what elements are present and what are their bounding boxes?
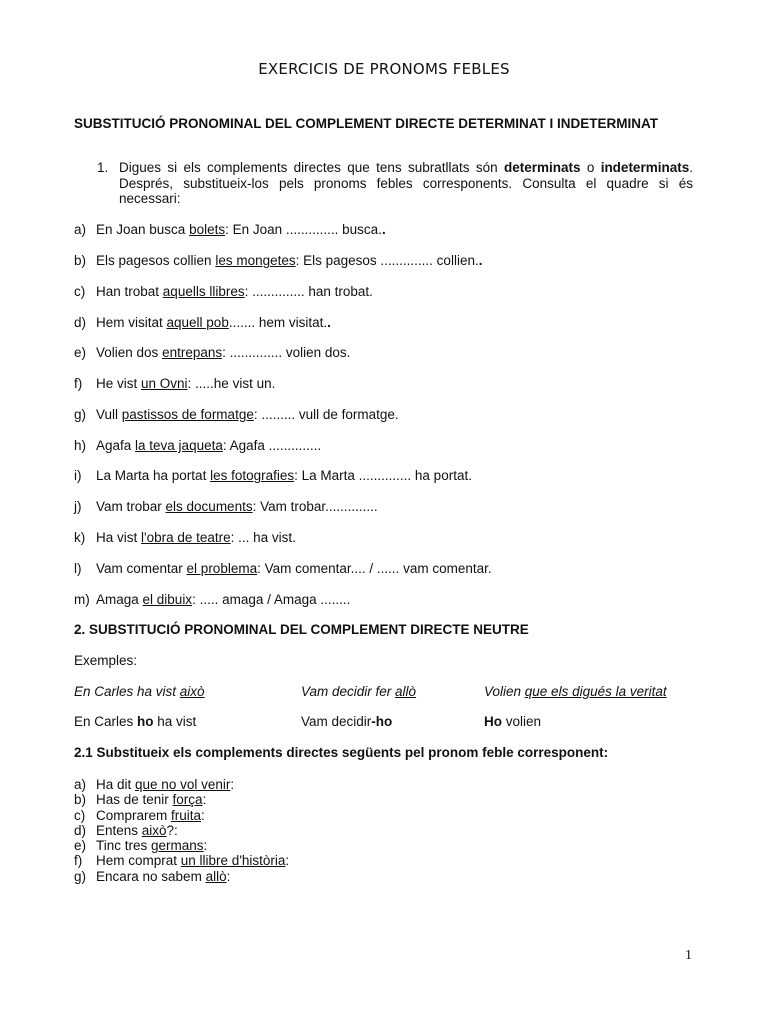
exercise-item <box>74 438 321 453</box>
exercise-item <box>74 376 275 391</box>
item-label: j) <box>74 499 82 514</box>
item-post: : ......... vull de formatge. <box>253 407 399 422</box>
item-post: : Vam comentar.... / ...... vam comentar. <box>257 561 492 576</box>
item-pre: Vam comentar <box>96 561 187 576</box>
item-pre: Hem visitat <box>96 315 167 330</box>
item-post: : <box>203 838 208 854</box>
section1-heading: SUBSTITUCIÓ PRONOMINAL DEL COMPLEMENT DIRECTE DETERMINAT I INDETERMINAT <box>74 116 659 131</box>
item-underlined: els documents <box>165 499 253 514</box>
item-underlined: força <box>172 792 203 808</box>
page-number: 1 <box>685 948 692 963</box>
item-post: : <box>201 807 205 823</box>
item-pre: Has de tenir <box>96 792 173 808</box>
instruction-bold-determinats: determinats <box>503 160 581 175</box>
instruction-paragraph <box>97 160 693 207</box>
item-label: h) <box>74 438 87 453</box>
exercise-item <box>74 592 350 607</box>
instruction-number: 1. <box>97 160 109 175</box>
answer-3-pronoun: Ho <box>484 714 502 729</box>
item-label: e) <box>74 345 87 360</box>
item-pre: He vist <box>96 376 142 391</box>
item-post: : Vam trobar.............. <box>252 499 378 514</box>
examples-label: Exemples: <box>74 653 138 668</box>
item-post: : <box>285 853 290 869</box>
exercise-item <box>74 315 331 330</box>
item-underlined: que no vol venir <box>135 777 231 792</box>
answer-2-pronoun: -ho <box>371 714 393 729</box>
item-label: b) <box>74 253 87 268</box>
instruction-text <box>97 160 693 207</box>
item-post: : .....he vist un. <box>187 376 276 391</box>
item-underlined: pastissos de formatge <box>121 407 254 422</box>
example-3-underlined: que els digués la veritat <box>524 684 667 699</box>
answer-2 <box>301 714 392 729</box>
item-underlined: un Ovni <box>141 376 188 391</box>
item-pre: Agafa <box>96 438 136 453</box>
item-label: a) <box>74 777 87 792</box>
item-tail: . <box>478 253 483 268</box>
item-label: m) <box>74 592 90 607</box>
item-pre: Entens <box>96 822 142 838</box>
item-underlined: entrepans <box>162 345 223 360</box>
item-pre: Han trobat <box>96 284 163 299</box>
item-label: e) <box>74 838 87 854</box>
item-post: : .............. volien dos. <box>222 345 351 360</box>
item-underlined: bolets <box>189 222 226 237</box>
item-label: d) <box>74 315 87 330</box>
exercise2-item <box>74 853 289 868</box>
item-label: c) <box>74 807 86 823</box>
item-underlined: un llibre d'història <box>180 853 286 869</box>
item-pre: Amaga <box>96 592 143 607</box>
item-pre: Vull <box>96 407 122 422</box>
item-pre: Els pagesos collien <box>96 253 216 268</box>
item-post: ?: <box>166 822 178 838</box>
item-pre: Ha vist <box>96 530 142 545</box>
item-underlined: allò <box>205 868 227 884</box>
item-label: l) <box>74 561 82 576</box>
item-label: g) <box>74 407 87 422</box>
item-post: ....... hem visitat. <box>228 315 328 330</box>
item-underlined: les fotografies <box>210 468 295 483</box>
answer-1 <box>74 714 196 729</box>
exercise2-item <box>74 792 289 807</box>
example-2 <box>301 684 416 699</box>
item-underlined: el dibuix <box>142 592 193 607</box>
exercise-item <box>74 499 378 514</box>
item-pre: Ha dit <box>96 777 136 792</box>
item-post: : ..... amaga / Amaga ........ <box>192 592 351 607</box>
exercise-item <box>74 561 492 576</box>
exercise-item <box>74 345 350 360</box>
item-underlined: la teva jaqueta <box>135 438 223 453</box>
item-label: i) <box>74 468 82 483</box>
example-2-underlined: allò <box>395 684 417 699</box>
item-tail: . <box>327 315 331 330</box>
answer-1-pronoun: ho <box>137 714 154 729</box>
exercise-item <box>74 222 386 237</box>
item-pre: Hem comprat <box>96 853 181 869</box>
item-pre: Comprarem <box>96 807 172 823</box>
answer-1-pre: En Carles <box>74 714 138 729</box>
exercise-item <box>74 253 482 268</box>
item-label: f) <box>74 376 83 391</box>
section2-heading: 2. SUBSTITUCIÓ PRONOMINAL DEL COMPLEMENT DIRECTE NEUTRE <box>74 622 529 637</box>
item-post: : .............. han trobat. <box>244 284 373 299</box>
item-post: : Els pagesos .............. collien. <box>295 253 479 268</box>
exercise-item <box>74 530 296 545</box>
example-1-underlined: això <box>179 684 205 699</box>
item-post: : La Marta .............. ha portat. <box>294 468 472 483</box>
instruction-part1: Digues si els complements directes que tens subratllats són <box>119 160 504 175</box>
item-label: g) <box>74 868 87 884</box>
item-label: b) <box>74 792 87 808</box>
example-3-text: Volien <box>484 684 525 699</box>
item-underlined: això <box>141 822 167 838</box>
item-post: : <box>202 792 207 808</box>
answer-2-pre: Vam decidir <box>301 714 372 729</box>
example-1 <box>74 684 205 699</box>
example-2-text: Vam decidir fer <box>301 684 396 699</box>
item-pre: Encara no sabem <box>96 868 206 884</box>
instruction-part2: o <box>580 160 601 175</box>
exercise2-list <box>74 777 289 884</box>
item-label: a) <box>74 222 87 237</box>
item-label: c) <box>74 284 86 299</box>
item-post: : <box>230 777 235 792</box>
exercise-item <box>74 407 399 422</box>
answer-3 <box>484 714 541 729</box>
item-pre: Vam trobar <box>96 499 166 514</box>
answer-1-post: ha vist <box>153 714 197 729</box>
item-tail: . <box>381 222 386 237</box>
item-pre: En Joan busca <box>96 222 190 237</box>
exercise-item <box>74 468 472 483</box>
exercise2-item <box>74 808 289 823</box>
exercise-item <box>74 284 373 299</box>
item-post: : ... ha vist. <box>230 530 296 545</box>
item-post: : En Joan .............. busca. <box>225 222 382 237</box>
item-pre: Volien dos <box>96 345 163 360</box>
item-underlined: les mongetes <box>215 253 296 268</box>
instruction-part3: . Després, substitueix-los pels pronoms febles corresponents. Consulta el quadre si és necessari: <box>119 160 693 206</box>
example-3 <box>484 684 667 699</box>
instruction-bold-indeterminats: indeterminats <box>600 160 690 175</box>
item-post: : <box>226 868 231 884</box>
example-1-text: En Carles ha vist <box>74 684 180 699</box>
item-pre: La Marta ha portat <box>96 468 211 483</box>
item-underlined: l'obra de teatre <box>141 530 231 545</box>
item-underlined: aquells llibres <box>162 284 245 299</box>
exercise2-item <box>74 838 289 853</box>
exercise2-item <box>74 823 289 838</box>
item-pre: Tinc tres <box>96 838 152 854</box>
item-underlined: el problema <box>186 561 258 576</box>
item-underlined: germans <box>151 838 204 854</box>
item-post: : Agafa .............. <box>222 438 322 453</box>
item-underlined: aquell pob <box>166 315 229 330</box>
exercise2-item <box>74 869 289 884</box>
answer-3-post: volien <box>502 714 542 729</box>
page-title: EXERCICIS DE PRONOMS FEBLES <box>258 60 510 78</box>
item-label: f) <box>74 853 83 869</box>
section21-heading: 2.1 Substitueix els complements directes següents pel pronom feble corresponent: <box>74 745 609 760</box>
exercise2-item <box>74 777 289 792</box>
item-label: d) <box>74 822 87 838</box>
item-label: k) <box>74 530 86 545</box>
item-underlined: fruita <box>171 807 202 823</box>
